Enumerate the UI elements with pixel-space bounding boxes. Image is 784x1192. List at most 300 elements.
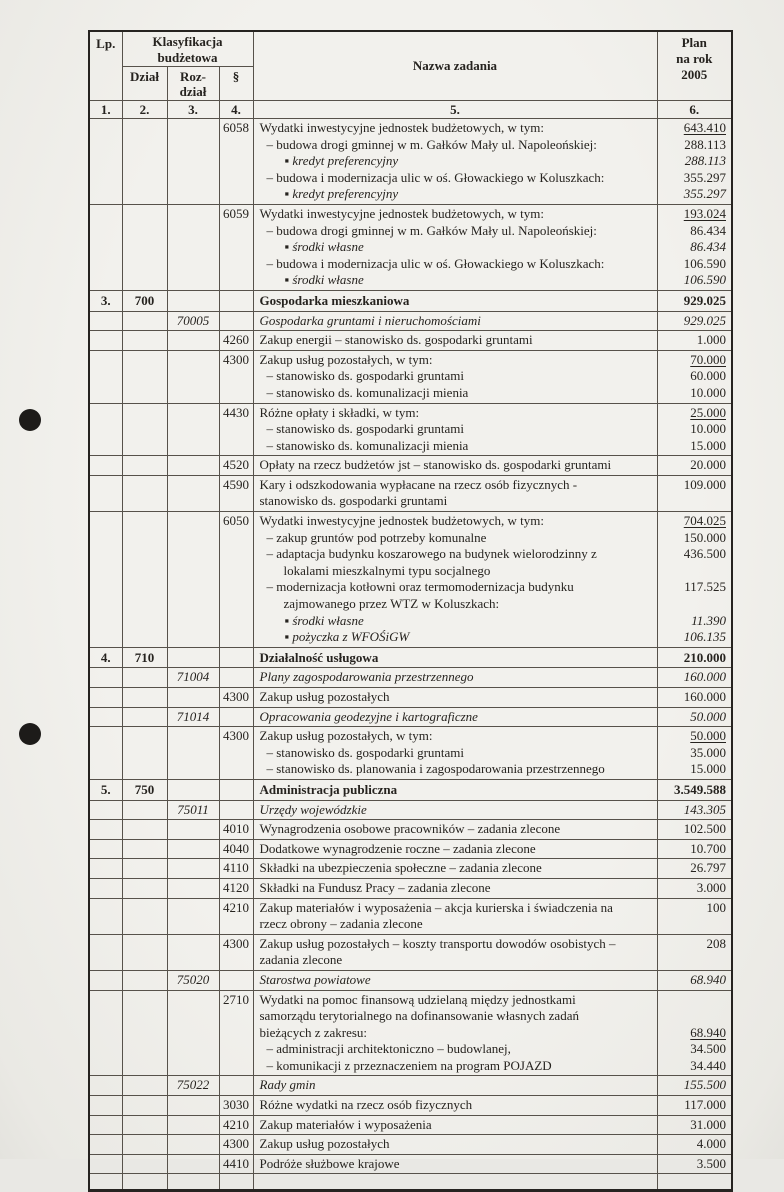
cell-rozdzial <box>167 1115 219 1135</box>
task-name-line: Zakup materiałów i wyposażenia – akcja kurierska i świadczenia na <box>259 899 613 915</box>
cell-task-name <box>253 859 657 879</box>
cell-task-name <box>253 1076 657 1096</box>
cell-task-name <box>253 456 657 476</box>
task-name-line: Zakup usług pozostałych, w tym: <box>259 351 433 367</box>
cell-plan-amount <box>657 204 732 290</box>
cell-plan-amount <box>657 839 732 859</box>
cell-paragraf: 4590 <box>219 475 253 511</box>
cell-dzial <box>122 878 167 898</box>
task-name-line: – stanowisko ds. planowania i zagospodarowania przestrzennego <box>266 761 605 777</box>
budget-row <box>89 204 732 290</box>
cell-rozdzial <box>167 878 219 898</box>
cell-paragraf: 4300 <box>219 350 253 403</box>
cell-dzial <box>122 839 167 859</box>
cell-rozdzial: 75011 <box>167 800 219 820</box>
budget-row <box>89 512 732 648</box>
cell-plan-amount <box>657 119 732 205</box>
task-name-line: – budowa drogi gminnej w m. Gałków Mały ul. Napoleońskiej: <box>266 136 597 152</box>
plan-amount: 10.700 <box>690 840 726 856</box>
plan-amount: 3.000 <box>696 879 726 895</box>
budget-row <box>89 688 732 708</box>
cell-dzial <box>122 403 167 456</box>
cell-lp <box>89 311 122 331</box>
cell-plan-amount <box>657 668 732 688</box>
cell-rozdzial <box>167 688 219 708</box>
cell-paragraf: 4430 <box>219 403 253 456</box>
header-plan-line: Plan <box>681 35 707 50</box>
cell-lp <box>89 512 122 648</box>
cell-paragraf: 4520 <box>219 456 253 476</box>
plan-amount: 68.940 <box>690 971 726 987</box>
budget-row <box>89 898 732 934</box>
cell-lp: 3. <box>89 290 122 311</box>
empty-row <box>89 1174 732 1191</box>
cell-paragraf <box>219 668 253 688</box>
cell-paragraf <box>219 647 253 668</box>
cell-dzial <box>122 1154 167 1174</box>
cell-lp <box>89 668 122 688</box>
header-lp: Lp. <box>89 31 122 101</box>
cell-dzial <box>122 475 167 511</box>
plan-amount: 117.000 <box>684 1097 726 1113</box>
task-name-line: rzecz obrony – zadania zlecone <box>259 916 423 932</box>
task-name-line: lokalami mieszkalnymi typu socjalnego <box>283 562 491 578</box>
hole-punch-mark-top <box>19 409 41 431</box>
cell-dzial <box>122 331 167 351</box>
task-name-line: – budowa drogi gminnej w m. Gałków Mały ul. Napoleońskiej: <box>266 222 597 238</box>
cell-task-name <box>253 1154 657 1174</box>
cell-rozdzial <box>167 859 219 879</box>
cell-lp <box>89 1135 122 1155</box>
cell-task-name <box>253 688 657 708</box>
plan-amount: 193.024 <box>683 205 726 221</box>
cell-task-name <box>253 204 657 290</box>
plan-amount: 10.000 <box>690 384 726 400</box>
task-name-line: Kary i odszkodowania wypłacane na rzecz osób fizycznych - <box>259 476 578 492</box>
cell-task-name <box>253 331 657 351</box>
cell-task-name <box>253 1096 657 1116</box>
task-name-line: Zakup usług pozostałych <box>259 1136 390 1152</box>
cell-lp <box>89 204 122 290</box>
cell-dzial <box>122 204 167 290</box>
cell-lp <box>89 1076 122 1096</box>
plan-amount <box>658 992 732 1009</box>
task-name-line: Gospodarka mieszkaniowa <box>259 292 410 308</box>
cell-plan-amount <box>657 290 732 311</box>
cell-rozdzial <box>167 839 219 859</box>
plan-amount: 86.434 <box>690 222 726 238</box>
cell-lp: 5. <box>89 779 122 800</box>
header-dzial: Dział <box>122 67 167 101</box>
task-name-line: Rady gmin <box>259 1077 316 1093</box>
hole-punch-mark-bottom <box>19 723 41 745</box>
header-plan-na-rok <box>657 31 732 101</box>
task-name-line: ▪ środki własne <box>284 239 364 255</box>
task-name-line: Dodatkowe wynagrodzenie roczne – zadania zlecone <box>259 840 536 856</box>
plan-amount: 117.525 <box>684 579 726 595</box>
cell-paragraf: 4300 <box>219 727 253 780</box>
cell-lp <box>89 820 122 840</box>
task-name-line: Opłaty na rzecz budżetów jst – stanowisko ds. gospodarki gruntami <box>259 457 612 473</box>
budget-row <box>89 119 732 205</box>
cell-lp <box>89 990 122 1076</box>
task-name-line: Wynagrodzenia osobowe pracowników – zadania zlecone <box>259 821 561 837</box>
plan-amount: 68.940 <box>690 1024 726 1040</box>
task-name-line: Składki na Fundusz Pracy – zadania zlecone <box>259 879 491 895</box>
header-plan-line: 2005 <box>681 67 708 82</box>
cell-rozdzial: 75020 <box>167 970 219 990</box>
budget-row <box>89 990 732 1076</box>
plan-amount: 160.000 <box>683 669 726 685</box>
cell-dzial <box>122 119 167 205</box>
cell-lp <box>89 727 122 780</box>
cell-task-name <box>253 1115 657 1135</box>
cell-dzial: 750 <box>122 779 167 800</box>
cell-task-name <box>253 475 657 511</box>
cell-rozdzial <box>167 934 219 970</box>
cell-dzial <box>122 707 167 727</box>
cell-task-name <box>253 647 657 668</box>
budget-row <box>89 1135 732 1155</box>
cell-plan-amount <box>657 331 732 351</box>
plan-amount: 15.000 <box>690 761 726 777</box>
task-name-line: Działalność usługowa <box>259 649 379 665</box>
cell-plan-amount <box>657 1076 732 1096</box>
cell-plan-amount <box>657 1096 732 1116</box>
cell-paragraf: 3030 <box>219 1096 253 1116</box>
task-name-line: Plany zagospodarowania przestrzennego <box>259 669 474 685</box>
cell-plan-amount <box>657 779 732 800</box>
plan-amount: 1.000 <box>696 332 726 348</box>
header-rozdzial-line: dział <box>179 84 207 99</box>
budget-row <box>89 647 732 668</box>
cell-plan-amount <box>657 820 732 840</box>
task-name-line: Zakup usług pozostałych <box>259 689 390 704</box>
budget-row <box>89 1154 732 1174</box>
cell-task-name <box>253 290 657 311</box>
plan-amount: 86.434 <box>690 239 726 255</box>
plan-amount <box>658 952 732 969</box>
cell-paragraf: 6058 <box>219 119 253 205</box>
cell-dzial: 710 <box>122 647 167 668</box>
column-number: 5. <box>253 101 657 119</box>
cell-task-name <box>253 1174 657 1191</box>
column-number: 3. <box>167 101 219 119</box>
task-name-line: ▪ pożyczka z WFOŚiGW <box>284 629 410 645</box>
header-row-top <box>89 31 732 67</box>
cell-paragraf <box>219 311 253 331</box>
budget-row <box>89 839 732 859</box>
cell-task-name <box>253 839 657 859</box>
cell-paragraf: 6059 <box>219 204 253 290</box>
cell-dzial <box>122 1076 167 1096</box>
cell-rozdzial <box>167 403 219 456</box>
task-name-line: Różne opłaty i składki, w tym: <box>259 404 420 420</box>
cell-dzial <box>122 350 167 403</box>
cell-dzial <box>122 1115 167 1135</box>
cell-rozdzial <box>167 331 219 351</box>
cell-plan-amount <box>657 350 732 403</box>
cell-plan-amount <box>657 898 732 934</box>
plan-amount: 109.000 <box>683 476 726 492</box>
column-number-row <box>89 101 732 119</box>
task-name-line: Opracowania geodezyjne i kartograficzne <box>259 708 478 724</box>
task-name-line: ▪ środki własne <box>284 612 364 628</box>
plan-amount: 70.000 <box>690 351 726 367</box>
task-name-line: Gospodarka gruntami i nieruchomościami <box>259 312 481 328</box>
cell-plan-amount <box>657 403 732 456</box>
cell-plan-amount <box>657 990 732 1076</box>
cell-rozdzial <box>167 290 219 311</box>
cell-rozdzial: 71014 <box>167 707 219 727</box>
cell-dzial <box>122 934 167 970</box>
cell-lp <box>89 688 122 708</box>
task-name-line: zajmowanego przez WTZ w Koluszkach: <box>283 596 500 612</box>
plan-amount: 60.000 <box>690 368 726 384</box>
budget-row <box>89 934 732 970</box>
task-name-line: Różne wydatki na rzecz osób fizycznych <box>259 1097 473 1113</box>
budget-row <box>89 800 732 820</box>
cell-paragraf <box>219 779 253 800</box>
header-rozdzial-line: Roz- <box>180 69 206 84</box>
plan-amount: 34.440 <box>690 1057 726 1073</box>
cell-rozdzial <box>167 1135 219 1155</box>
task-name-line: samorządu terytorialnego na dofinansowanie własnych zadań <box>259 1008 579 1024</box>
cell-lp: 4. <box>89 647 122 668</box>
cell-lp <box>89 1115 122 1135</box>
task-name-line: – komunikacji z przeznaczeniem na program POJAZD <box>266 1057 552 1073</box>
cell-dzial: 700 <box>122 290 167 311</box>
budget-row <box>89 820 732 840</box>
plan-amount: 150.000 <box>683 529 726 545</box>
plan-amount: 106.590 <box>683 255 726 271</box>
cell-plan-amount <box>657 934 732 970</box>
task-name-line: – stanowisko ds. gospodarki gruntami <box>266 421 465 437</box>
task-name-line: Wydatki inwestycyjne jednostek budżetowych, w tym: <box>259 120 544 135</box>
task-name-line: ▪ kredyt preferencyjny <box>284 153 399 169</box>
plan-amount: 50.000 <box>690 728 726 744</box>
cell-dzial <box>122 970 167 990</box>
cell-rozdzial <box>167 990 219 1076</box>
cell-paragraf <box>219 1076 253 1096</box>
task-name-line: zadania zlecone <box>259 952 343 968</box>
task-name-line: Urzędy wojewódzkie <box>259 801 367 817</box>
budget-row <box>89 475 732 511</box>
cell-paragraf: 4410 <box>219 1154 253 1174</box>
plan-amount: 4.000 <box>696 1136 726 1152</box>
plan-amount: 106.590 <box>683 272 726 288</box>
column-number: 1. <box>89 101 122 119</box>
cell-task-name <box>253 779 657 800</box>
cell-task-name <box>253 1135 657 1155</box>
cell-paragraf: 4210 <box>219 1115 253 1135</box>
plan-amount: 50.000 <box>690 708 726 724</box>
cell-task-name <box>253 820 657 840</box>
task-name-line: Wydatki inwestycyjne jednostek budżetowych, w tym: <box>259 513 544 529</box>
task-name-line: – stanowisko ds. komunalizacji mienia <box>266 384 469 400</box>
cell-lp <box>89 878 122 898</box>
cell-rozdzial <box>167 898 219 934</box>
cell-rozdzial <box>167 779 219 800</box>
cell-dzial <box>122 1174 167 1191</box>
cell-rozdzial <box>167 350 219 403</box>
plan-amount: 355.297 <box>683 169 726 185</box>
cell-rozdzial <box>167 119 219 205</box>
plan-amount <box>658 493 732 510</box>
cell-lp <box>89 934 122 970</box>
plan-amount: 10.000 <box>690 421 726 437</box>
plan-amount: 288.113 <box>684 153 726 169</box>
cell-rozdzial: 71004 <box>167 668 219 688</box>
cell-lp <box>89 1096 122 1116</box>
cell-lp <box>89 350 122 403</box>
task-name-line: – stanowisko ds. komunalizacji mienia <box>266 437 469 453</box>
cell-rozdzial: 70005 <box>167 311 219 331</box>
task-name-line: ▪ środki własne <box>284 272 364 288</box>
cell-plan-amount <box>657 1135 732 1155</box>
task-name-line: Zakup materiałów i wyposażenia <box>259 1116 432 1132</box>
task-name-line: – budowa i modernizacja ulic w oś. Głowackiego w Koluszkach: <box>266 169 605 185</box>
budget-row <box>89 290 732 311</box>
plan-amount: 100 <box>706 899 726 915</box>
cell-task-name <box>253 707 657 727</box>
cell-lp <box>89 707 122 727</box>
cell-dzial <box>122 1135 167 1155</box>
plan-amount: 34.500 <box>690 1041 726 1057</box>
cell-dzial <box>122 456 167 476</box>
cell-paragraf: 6050 <box>219 512 253 648</box>
task-name-line: – modernizacja kotłowni oraz termomodernizacja budynku <box>266 579 574 595</box>
cell-paragraf: 4300 <box>219 1135 253 1155</box>
task-name-line: – stanowisko ds. gospodarki gruntami <box>266 744 465 760</box>
cell-task-name <box>253 350 657 403</box>
cell-dzial <box>122 859 167 879</box>
budget-row <box>89 1076 732 1096</box>
cell-lp <box>89 331 122 351</box>
cell-paragraf: 4260 <box>219 331 253 351</box>
cell-lp <box>89 970 122 990</box>
budget-row <box>89 1096 732 1116</box>
cell-plan-amount <box>657 647 732 668</box>
plan-amount: 704.025 <box>683 513 726 529</box>
cell-dzial <box>122 688 167 708</box>
task-name-line: Zakup energii – stanowisko ds. gospodarki gruntami <box>259 332 533 348</box>
cell-paragraf: 4010 <box>219 820 253 840</box>
cell-paragraf <box>219 290 253 311</box>
cell-plan-amount <box>657 311 732 331</box>
task-name-line: Podróże służbowe krajowe <box>259 1155 400 1171</box>
cell-task-name <box>253 727 657 780</box>
cell-paragraf: 4300 <box>219 934 253 970</box>
cell-rozdzial <box>167 204 219 290</box>
cell-lp <box>89 403 122 456</box>
cell-task-name <box>253 934 657 970</box>
cell-dzial <box>122 820 167 840</box>
budget-row <box>89 707 732 727</box>
plan-amount: 355.297 <box>683 186 726 202</box>
plan-amount: 3.549.588 <box>674 781 726 797</box>
task-name-line: bieżących z zakresu: <box>259 1024 368 1040</box>
task-name-line: Administracja publiczna <box>259 781 398 797</box>
cell-paragraf <box>219 1174 253 1191</box>
task-name-line: – zakup gruntów pod potrzeby komunalne <box>266 529 487 545</box>
header-nazwa-zadania: Nazwa zadania <box>253 31 657 101</box>
task-name-line: Wydatki na pomoc finansową udzielaną między jednostkami <box>259 991 576 1007</box>
task-name-line: – adaptacja budynku koszarowego na budynek wielorodzinny z <box>266 546 597 562</box>
plan-amount: 20.000 <box>690 457 726 473</box>
cell-lp <box>89 456 122 476</box>
cell-paragraf: 4120 <box>219 878 253 898</box>
plan-amount: 25.000 <box>690 404 726 420</box>
task-name-line: Składki na ubezpieczenia społeczne – zadania zlecone <box>259 860 542 876</box>
cell-rozdzial <box>167 456 219 476</box>
cell-rozdzial <box>167 727 219 780</box>
task-name-line: Wydatki inwestycyjne jednostek budżetowych, w tym: <box>259 205 544 221</box>
cell-lp <box>89 839 122 859</box>
task-name-line: stanowisko ds. gospodarki gruntami <box>259 493 448 509</box>
task-name-line: – stanowisko ds. gospodarki gruntami <box>266 368 465 384</box>
plan-amount <box>658 596 732 613</box>
budget-row <box>89 859 732 879</box>
budget-row <box>89 727 732 780</box>
header-klasyfikacja-budzetowa: Klasyfikacja budżetowa <box>122 31 253 67</box>
task-name-line: – administracji architektoniczno – budowlanej, <box>266 1041 511 1057</box>
plan-amount <box>658 563 732 580</box>
plan-amount: 3.500 <box>696 1155 726 1171</box>
cell-task-name <box>253 990 657 1076</box>
cell-lp <box>89 1154 122 1174</box>
plan-amount: 210.000 <box>683 649 726 665</box>
cell-plan-amount <box>657 475 732 511</box>
cell-plan-amount <box>657 1154 732 1174</box>
plan-amount: 15.000 <box>690 437 726 453</box>
cell-plan-amount <box>657 800 732 820</box>
cell-rozdzial: 75022 <box>167 1076 219 1096</box>
cell-plan-amount <box>657 727 732 780</box>
task-name-line: Zakup usług pozostałych, w tym: <box>259 728 433 744</box>
task-name-line: Zakup usług pozostałych – koszty transportu dowodów osobistych – <box>259 935 616 951</box>
cell-plan-amount <box>657 707 732 727</box>
cell-plan-amount <box>657 1115 732 1135</box>
plan-amount: 31.000 <box>690 1116 726 1132</box>
cell-lp <box>89 898 122 934</box>
cell-lp <box>89 800 122 820</box>
cell-paragraf: 4040 <box>219 839 253 859</box>
column-number: 4. <box>219 101 253 119</box>
cell-rozdzial <box>167 647 219 668</box>
header-rozdzial <box>167 67 219 101</box>
plan-amount <box>658 916 732 933</box>
plan-amount: 929.025 <box>683 312 726 328</box>
cell-task-name <box>253 878 657 898</box>
budget-row <box>89 350 732 403</box>
budget-row <box>89 456 732 476</box>
plan-amount: 106.135 <box>683 629 726 645</box>
cell-plan-amount <box>657 878 732 898</box>
plan-amount <box>658 1008 732 1025</box>
plan-amount: 160.000 <box>683 689 726 704</box>
task-name-line: Starostwa powiatowe <box>259 971 371 987</box>
budget-row <box>89 779 732 800</box>
cell-task-name <box>253 119 657 205</box>
cell-paragraf: 4300 <box>219 688 253 708</box>
cell-task-name <box>253 668 657 688</box>
plan-amount: 143.305 <box>683 801 726 817</box>
column-number: 6. <box>657 101 732 119</box>
cell-task-name <box>253 898 657 934</box>
plan-amount: 11.390 <box>691 612 726 628</box>
cell-paragraf: 4110 <box>219 859 253 879</box>
